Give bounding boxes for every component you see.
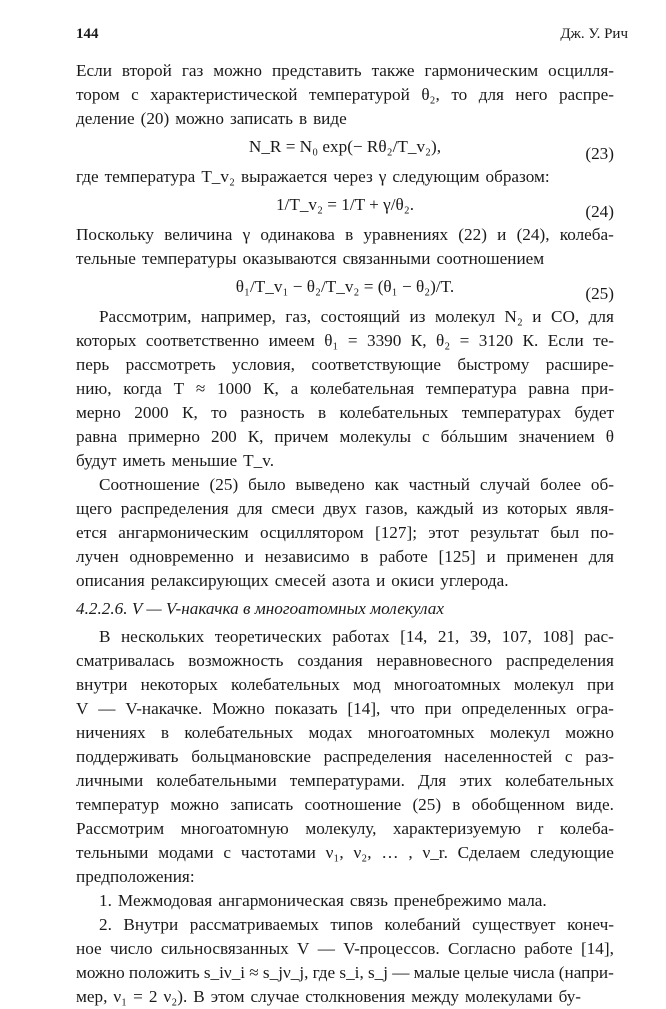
text-line: ное число сильносвязанных V — V-процессов. Согласно работе [14], bbox=[76, 939, 614, 958]
paragraph bbox=[76, 473, 614, 593]
text-line: тором с характеристической температурой θ₂, то для него распре- bbox=[76, 85, 614, 104]
text-line: ется ангармоническим осциллятором [127]; этот результат был по- bbox=[76, 523, 614, 542]
paragraph bbox=[76, 59, 614, 131]
text-line: Если второй газ можно представить также гармоническим осцилля- bbox=[76, 61, 614, 80]
text-line: щего распределения для смеси двух газов, каждый из которых явля- bbox=[76, 499, 614, 518]
text-line: лучен одновременно и независимо в работе [125] и применен для bbox=[76, 547, 614, 566]
equation bbox=[76, 131, 614, 165]
text-line: тельными модами с частотами ν₁, ν₂, … , ν_r. Сделаем следующие bbox=[76, 843, 614, 862]
text-line: предположения: bbox=[76, 867, 195, 886]
text-line: будут иметь меньшие T_v. bbox=[76, 451, 274, 470]
paragraph bbox=[76, 223, 614, 271]
text-line: В нескольких теоретических работах [14, 21, 39, 107, 108] рас- bbox=[99, 627, 614, 646]
text-line: сматривалась возможность создания неравновесного распределения bbox=[76, 651, 614, 670]
text-line: Поскольку величина γ одинакова в уравнениях (22) и (24), колеба- bbox=[76, 225, 614, 244]
paragraph bbox=[76, 305, 614, 473]
equation bbox=[76, 271, 614, 305]
text-line: можно положить s_iν_i ≈ s_jν_j, где s_i, s_j — малые целые числа (напри- bbox=[76, 963, 614, 982]
text-line: мер, ν₁ = 2 ν₂). В этом случае столкновения между молекулами бу- bbox=[76, 987, 582, 1006]
text-line: ничениях в колебательных модах многоатомных молекул можно bbox=[76, 723, 614, 742]
text-line: равна примерно 200 К, причем молекулы с бóльшим значением θ bbox=[76, 427, 614, 446]
text-line: которых соответственно имеем θ₁ = 3390 К, θ₂ = 3120 К. Если те- bbox=[76, 331, 614, 350]
text-line: внутри некоторых колебательных мод многоатомных молекул при bbox=[76, 675, 614, 694]
running-head bbox=[76, 22, 628, 44]
text-line: Соотношение (25) было выведено как частный случай более об- bbox=[99, 475, 614, 494]
page-number: 144 bbox=[76, 26, 99, 42]
text-line: где температура T_v₂ выражается через γ следующим образом: bbox=[76, 167, 550, 186]
equation-formula: 1/T_v₂ = 1/T + γ/θ₂. bbox=[275, 195, 415, 214]
text-line: описания релаксирующих смесей азота и окиси углерода. bbox=[76, 571, 509, 590]
text-line: нию, когда T ≈ 1000 К, а колебательная температура равна при- bbox=[76, 379, 614, 398]
text-line: 2. Внутри рассматриваемых типов колебаний существует конеч- bbox=[99, 915, 614, 934]
text-line: поддерживать больцмановские распределения населенностей с раз- bbox=[76, 747, 614, 766]
text-line: температур можно записать соотношение (25) в обобщенном виде. bbox=[76, 795, 614, 814]
paragraph bbox=[76, 913, 614, 1009]
equation bbox=[76, 189, 614, 223]
paragraph bbox=[76, 165, 614, 189]
text-line: мерно 2000 К, то разность в колебательных температурах будет bbox=[76, 403, 614, 422]
text-line: V — V-накачке. Можно показать [14], что при определенных огра- bbox=[76, 699, 614, 718]
text-line: личными колебательными температурами. Для этих колебательных bbox=[76, 771, 614, 790]
paragraph bbox=[76, 889, 614, 913]
paragraph bbox=[76, 625, 614, 889]
body-text bbox=[76, 59, 614, 1009]
equation-formula: N_R = N₀ exp(− Rθ₂/T_v₂), bbox=[248, 137, 442, 156]
text-line: деление (20) можно записать в виде bbox=[76, 109, 347, 128]
equation-number: (25) bbox=[585, 284, 614, 303]
text-line: тельные температуры оказываются связанными соотношением bbox=[76, 249, 545, 268]
section-heading: 4.2.2.6. V — V-накачка в многоатомных молекулах bbox=[76, 599, 444, 618]
text-line: 1. Межмодовая ангармоническая связь пренебрежимо мала. bbox=[99, 891, 547, 910]
equation-number: (23) bbox=[585, 144, 614, 163]
text-line: Рассмотрим, например, газ, состоящий из молекул N₂ и CO, для bbox=[99, 307, 614, 326]
text-line: перь рассмотреть условия, соответствующие быстрому расшире- bbox=[76, 355, 614, 374]
equation-number: (24) bbox=[585, 202, 614, 221]
text-line: Рассмотрим многоатомную молекулу, характеризуемую r колеба- bbox=[76, 819, 614, 838]
running-head-author: Дж. У. Рич bbox=[560, 26, 628, 42]
equation-formula: θ₁/T_v₁ − θ₂/T_v₂ = (θ₁ − θ₂)/T. bbox=[235, 277, 455, 296]
